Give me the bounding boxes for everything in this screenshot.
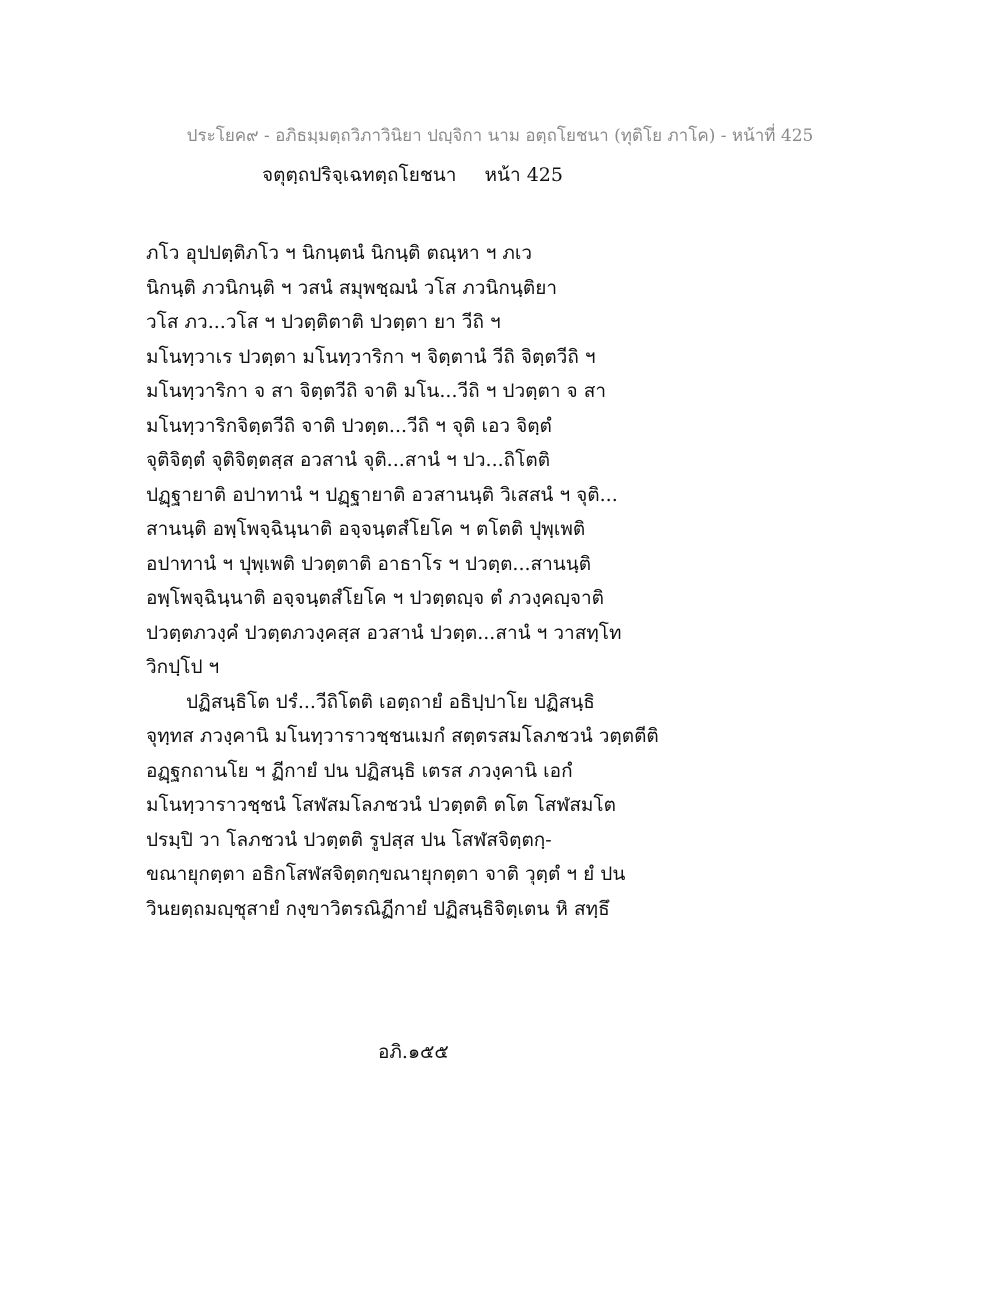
text-line: ปฏฺฐายาติ อปาทานํ ฯ ปฏฺฐายาติ อวสานนฺติ วิเสสนํ ฯ จุติ... <box>146 483 618 506</box>
text-line: อฏฺฐกถานโย ฯ ฏีกายํ ปน ปฏิสนฺธิ เตรส ภวงฺคานิ เอกํ <box>146 759 573 782</box>
text-line: ปฏิสนฺธิโต ปรํ...วีถิโตติ เอตฺถายํ อธิปฺปาโย ปฏิสนฺธิ <box>186 690 595 713</box>
text-line: มโนทฺวาริกา จ สา จิตฺตวีถิ จาติ มโน...วีถิ ฯ ปวตฺตา จ สา <box>146 380 606 402</box>
text-line: สานนฺติ อพฺโพจฺฉินฺนาติ อจฺจนฺตสํโยโค ฯ ตโตติ ปุพฺเพติ <box>146 518 586 540</box>
text-line: ภโว อุปปตฺติภโว ฯ นิกนฺตนํ นิกนฺติ ตณฺหา ฯ ภเว <box>146 242 533 264</box>
text-line: มโนทฺวาริกจิตฺตวีถิ จาติ ปวตฺต...วีถิ ฯ จุติ เอว จิตฺตํ <box>146 414 552 437</box>
text-line: นิกนฺติ ภวนิกนฺติ ฯ วสนํ สมุพชฺฌนํ วโส ภวนิกนฺติยา <box>146 276 558 299</box>
text-line: จุติจิตฺตํ จุติจิตฺตสฺส อวสานํ จุติ...สานํ ฯ ปว...ถิโตติ <box>146 449 551 471</box>
text-line: จุทฺทส ภวงฺคานิ มโนทฺวาราวชฺชนเมกํ สตฺตรสมโลภชวนํ วตฺตตีติ <box>146 725 659 747</box>
text-line: วินยตฺถมญฺชุสายํ กงฺขาวิตรณิฏีกายํ ปฏิสนฺธิจิตฺเตน หิ สทฺธึ <box>146 897 610 920</box>
text-line: อพฺโพจฺฉินฺนาติ อจฺจนฺตสํโยโค ฯ ปวตฺตญฺจ ตํ ภวงฺคญฺจาติ <box>146 587 605 609</box>
text-line: ขณายุกตฺตา อธิกโสฬสจิตฺตกฺขณายุกตฺตา จาติ วุตฺตํ ฯ ยํ ปน <box>146 863 626 885</box>
text-line: ปรมฺปิ วา โลภชวนํ ปวตฺตติ รูปสฺส ปน โสฬสจิตฺตกฺ- <box>146 828 552 851</box>
text-line: ปวตฺตภวงฺคํ ปวตฺตภวงฺคสฺส อวสานํ ปวตฺต...สานํ ฯ วาสทฺโท <box>146 621 622 644</box>
text-line: มโนทฺวาราวชฺชนํ โสฬสมโลภชวนํ ปวตฺตติ ตโต โสฬสมโต <box>146 794 616 816</box>
text-line: มโนทฺวาเร ปวตฺตา มโนทฺวาริกา ฯ จิตฺตานํ วีถิ จิตฺตวีถิ ฯ <box>146 345 596 368</box>
body-text <box>146 236 866 926</box>
section-title-text: จตุตฺถปริจฺเฉทตฺถโยชนา <box>262 164 457 186</box>
text-line: วโส ภว...วโส ฯ ปวตฺติตาติ ปวตฺตา ยา วีถิ ฯ <box>146 311 501 333</box>
page-marker: อภิ.๑๕๕ <box>378 1041 449 1063</box>
paragraph-2 <box>146 685 866 927</box>
text-line: อปาทานํ ฯ ปุพฺเพติ ปวตฺตาติ อาธาโร ฯ ปวตฺต...สานนฺติ <box>146 552 592 575</box>
section-title <box>262 160 563 190</box>
paragraph-1 <box>146 236 866 685</box>
section-page-label: หน้า 425 <box>484 164 563 186</box>
running-header: ประโยค๙ - อภิธมฺมตฺถวิภาวินิยา ปญฺจิกา นาม อตฺถโยชนา (ทุติโย ภาโค) - หน้าที่ 425 <box>186 126 814 146</box>
text-line: วิกปฺโป ฯ <box>146 656 220 678</box>
